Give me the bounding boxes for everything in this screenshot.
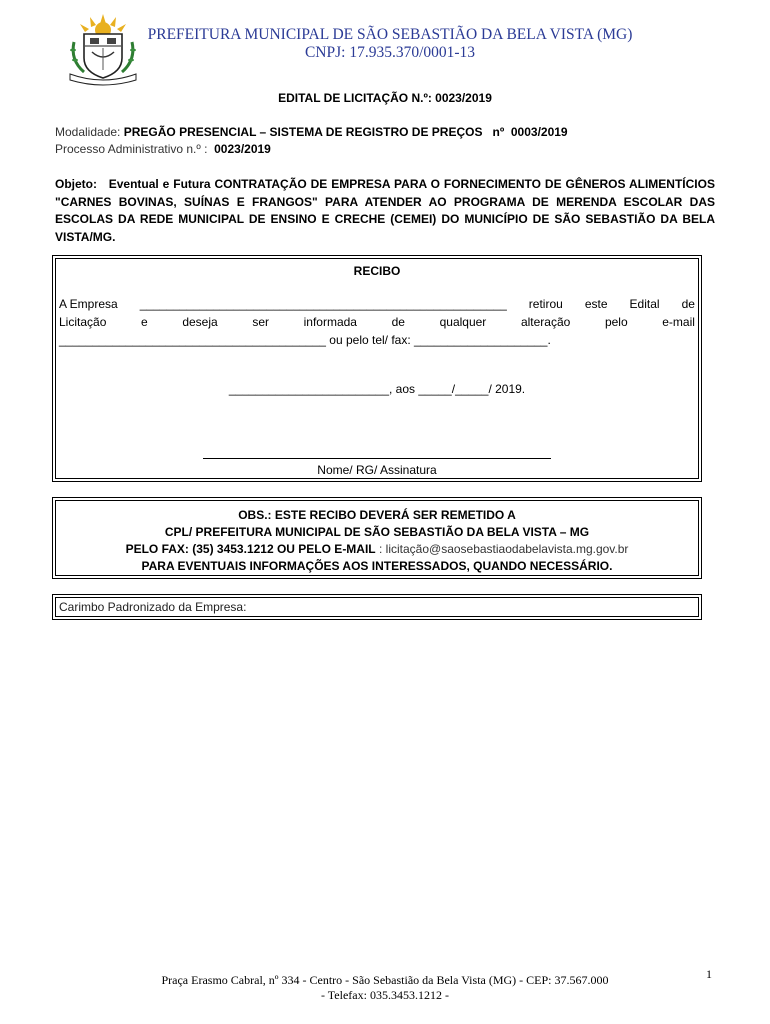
signature-line[interactable] (203, 458, 551, 459)
obs-sep: : (375, 542, 386, 556)
processo-value: 0023/2019 (214, 142, 271, 156)
recibo-word: de (391, 315, 405, 329)
recibo-word: qualquer (439, 315, 487, 329)
recibo-word: e-mail (662, 315, 695, 329)
recibo-word: Edital (629, 297, 660, 311)
recibo-word: alteração (520, 315, 571, 329)
recibo-word: Licitação (59, 315, 107, 329)
org-title: PREFEITURA MUNICIPAL DE SÃO SEBASTIÃO DA BELA VISTA (MG) (147, 26, 633, 43)
recibo-line-3[interactable]: ________________________________________ ou pelo tel/ fax: ____________________. (59, 333, 551, 347)
modalidade-line (55, 125, 568, 140)
modalidade-number: 0003/2019 (510, 125, 568, 139)
obs-line-4: PARA EVENTUAIS INFORMAÇÕES AOS INTERESSADOS, QUANDO NECESSÁRIO. (141, 559, 613, 573)
recibo-word: deseja (182, 315, 218, 329)
obs-box (52, 497, 702, 579)
recibo-line-2 (59, 314, 695, 330)
modalidade-label: Modalidade: (55, 125, 121, 139)
processo-label: Processo Administrativo n.º : (55, 142, 208, 156)
objeto-text: Eventual e Futura CONTRATAÇÃO DE EMPRESA PARA O FORNECIMENTO DE GÊNEROS ALIMENTÍCIOS "CARNES BOVINAS, SUÍNAS E FRANGOS" PARA ATENDER AO PROGRAMA DE MERENDA ESCOLAR DAS ESCOLAS DA REDE MUNICIPAL DE ENSINO E CRECHE (CEMEI) DO MUNICÍPIO DE SÃO SEBASTIÃO DA BELA VISTA/MG. (55, 177, 715, 244)
recibo-word: este (584, 297, 608, 311)
modalidade-number-label: nº (492, 125, 505, 139)
carimbo-label: Carimbo Padronizado da Empresa: (59, 600, 247, 614)
carimbo-box (52, 594, 702, 620)
recibo-word: e (141, 315, 148, 329)
recibo-word: retirou (528, 297, 563, 311)
obs-contact-prefix: PELO FAX: (35) 3453.1212 OU PELO E-MAIL (125, 542, 376, 556)
recibo-word: pelo (604, 315, 628, 329)
recibo-word: de (681, 297, 695, 311)
recibo-word: ser (252, 315, 269, 329)
obs-line-2: CPL/ PREFEITURA MUNICIPAL DE SÃO SEBASTIÃO DA BELA VISTA – MG (164, 525, 590, 539)
footer-address: Praça Erasmo Cabral, nº 334 - Centro - São Sebastião da Bela Vista (MG) - CEP: 37.567.000 (161, 973, 609, 987)
obs-line-3 (53, 541, 701, 558)
recibo-word: informada (303, 315, 357, 329)
empresa-blank[interactable]: _______________________________________________________ (139, 297, 507, 311)
objeto-label: Objeto: (55, 177, 97, 191)
recibo-line1-start: A Empresa (59, 297, 118, 311)
processo-line (55, 142, 271, 157)
obs-email-link[interactable]: licitação@saosebastiaodabelavista.mg.gov.br (385, 542, 629, 556)
objeto-paragraph (55, 176, 715, 246)
recibo-box (52, 255, 702, 482)
recibo-title: RECIBO (353, 264, 401, 278)
recibo-line-1 (59, 296, 695, 312)
obs-line-1: OBS.: ESTE RECIBO DEVERÁ SER REMETIDO A (238, 508, 516, 522)
signature-label: Nome/ RG/ Assinatura (317, 463, 437, 477)
footer-phone: - Telefax: 035.3453.1212 - (321, 988, 449, 1002)
page-number: 1 (706, 967, 712, 981)
edital-title: EDITAL DE LICITAÇÃO N.º: 0023/2019 (278, 91, 492, 105)
modalidade-value: PREGÃO PRESENCIAL – SISTEMA DE REGISTRO DE PREÇOS (123, 125, 483, 139)
recibo-date-line[interactable]: ________________________, aos _____/_____/ 2019. (228, 382, 526, 396)
org-cnpj: CNPJ: 17.935.370/0001-13 (304, 44, 476, 61)
